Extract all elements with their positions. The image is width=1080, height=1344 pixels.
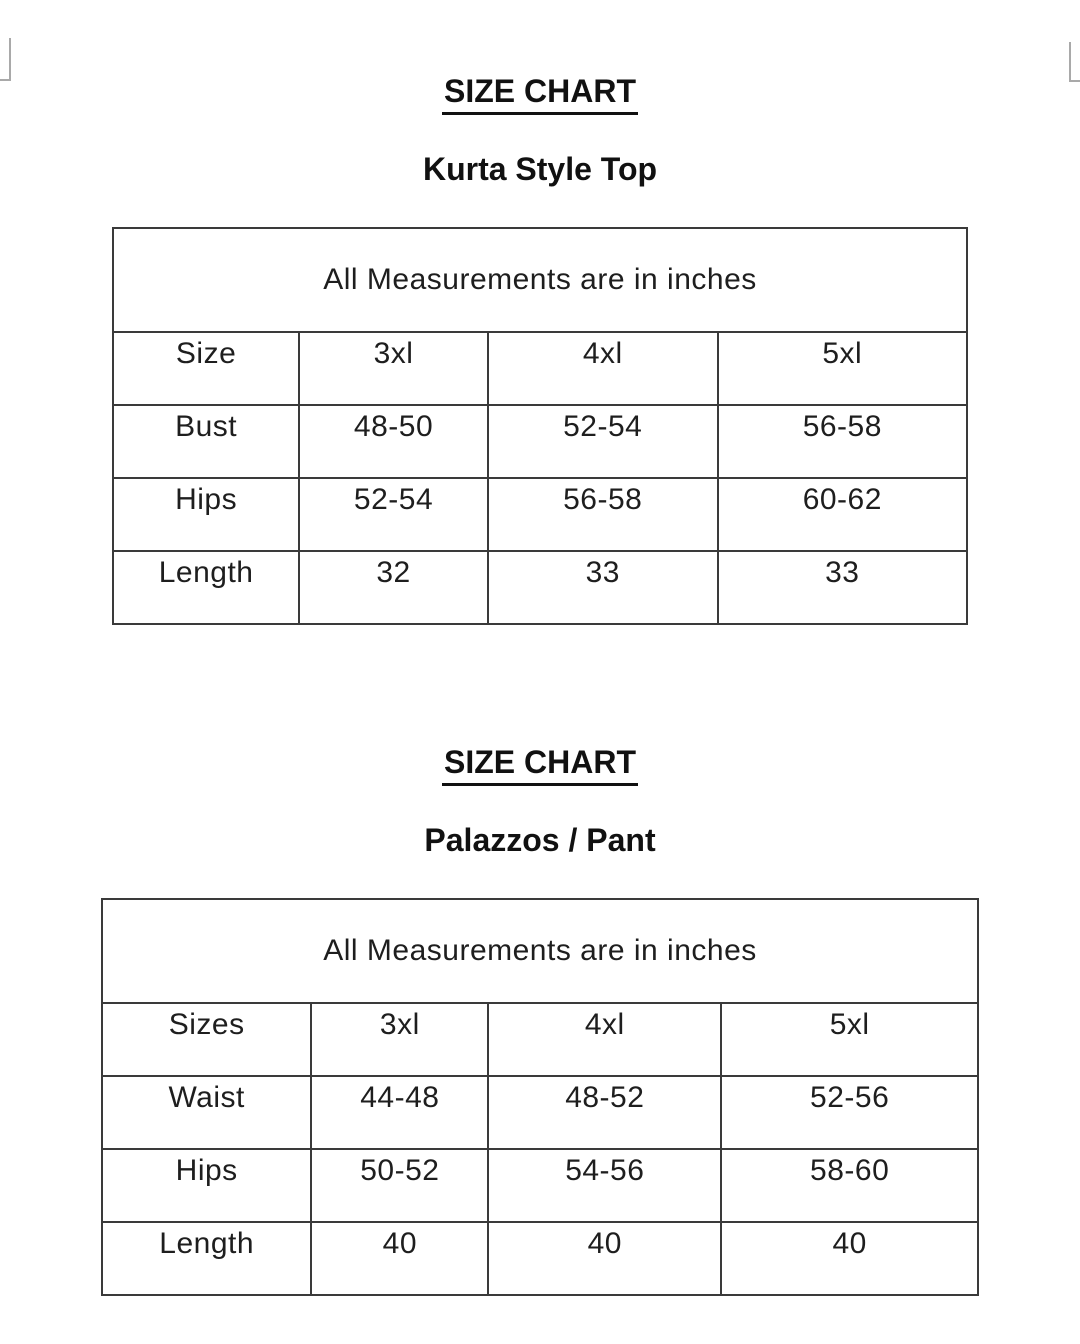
size-chart-heading-text: SIZE CHART xyxy=(442,72,638,115)
value-cell: 56-58 xyxy=(488,478,718,551)
kurta-size-table xyxy=(112,227,968,625)
value-cell: 4xl xyxy=(488,332,718,405)
value-cell: 40 xyxy=(311,1222,488,1295)
value-cell: 48-52 xyxy=(488,1076,721,1149)
value-cell: 5xl xyxy=(718,332,967,405)
size-chart-heading xyxy=(0,743,1080,786)
measurement-note-row xyxy=(102,899,978,1003)
table-row-length xyxy=(102,1222,978,1295)
next-image-corner[interactable] xyxy=(1069,42,1080,82)
palazzo-size-table xyxy=(101,898,979,1296)
row-label-cell: Size xyxy=(113,332,299,405)
value-cell: 56-58 xyxy=(718,405,967,478)
measurement-note: All Measurements are in inches xyxy=(102,899,978,1003)
value-cell: 58-60 xyxy=(721,1149,978,1222)
size-chart-heading xyxy=(0,72,1080,115)
row-label-cell: Sizes xyxy=(102,1003,311,1076)
size-chart-heading-text: SIZE CHART xyxy=(442,743,638,786)
table-row-sizes xyxy=(102,1003,978,1076)
kurta-size-chart-section xyxy=(0,0,1080,625)
value-cell: 50-52 xyxy=(311,1149,488,1222)
table-row-length xyxy=(113,551,967,624)
table-row-size xyxy=(113,332,967,405)
table-row-hips xyxy=(102,1149,978,1222)
value-cell: 44-48 xyxy=(311,1076,488,1149)
palazzo-subtitle: Palazzos / Pant xyxy=(424,822,656,858)
value-cell: 3xl xyxy=(299,332,488,405)
palazzo-size-chart-section xyxy=(0,743,1080,1296)
value-cell: 32 xyxy=(299,551,488,624)
table-row-bust xyxy=(113,405,967,478)
kurta-subtitle: Kurta Style Top xyxy=(422,151,658,187)
table-row-hips xyxy=(113,478,967,551)
value-cell: 48-50 xyxy=(299,405,488,478)
value-cell: 52-54 xyxy=(299,478,488,551)
value-cell: 52-54 xyxy=(488,405,718,478)
value-cell: 52-56 xyxy=(721,1076,978,1149)
row-label-cell: Length xyxy=(113,551,299,624)
value-cell: 33 xyxy=(718,551,967,624)
value-cell: 54-56 xyxy=(488,1149,721,1222)
value-cell: 4xl xyxy=(488,1003,721,1076)
measurement-note: All Measurements are in inches xyxy=(113,228,967,332)
table-row-waist xyxy=(102,1076,978,1149)
value-cell: 40 xyxy=(721,1222,978,1295)
previous-image-corner[interactable] xyxy=(0,38,11,81)
value-cell: 40 xyxy=(488,1222,721,1295)
row-label-cell: Waist xyxy=(102,1076,311,1149)
value-cell: 33 xyxy=(488,551,718,624)
value-cell: 3xl xyxy=(311,1003,488,1076)
value-cell: 5xl xyxy=(721,1003,978,1076)
row-label-cell: Hips xyxy=(113,478,299,551)
row-label-cell: Length xyxy=(102,1222,311,1295)
value-cell: 60-62 xyxy=(718,478,967,551)
row-label-cell: Hips xyxy=(102,1149,311,1222)
row-label-cell: Bust xyxy=(113,405,299,478)
measurement-note-row xyxy=(113,228,967,332)
